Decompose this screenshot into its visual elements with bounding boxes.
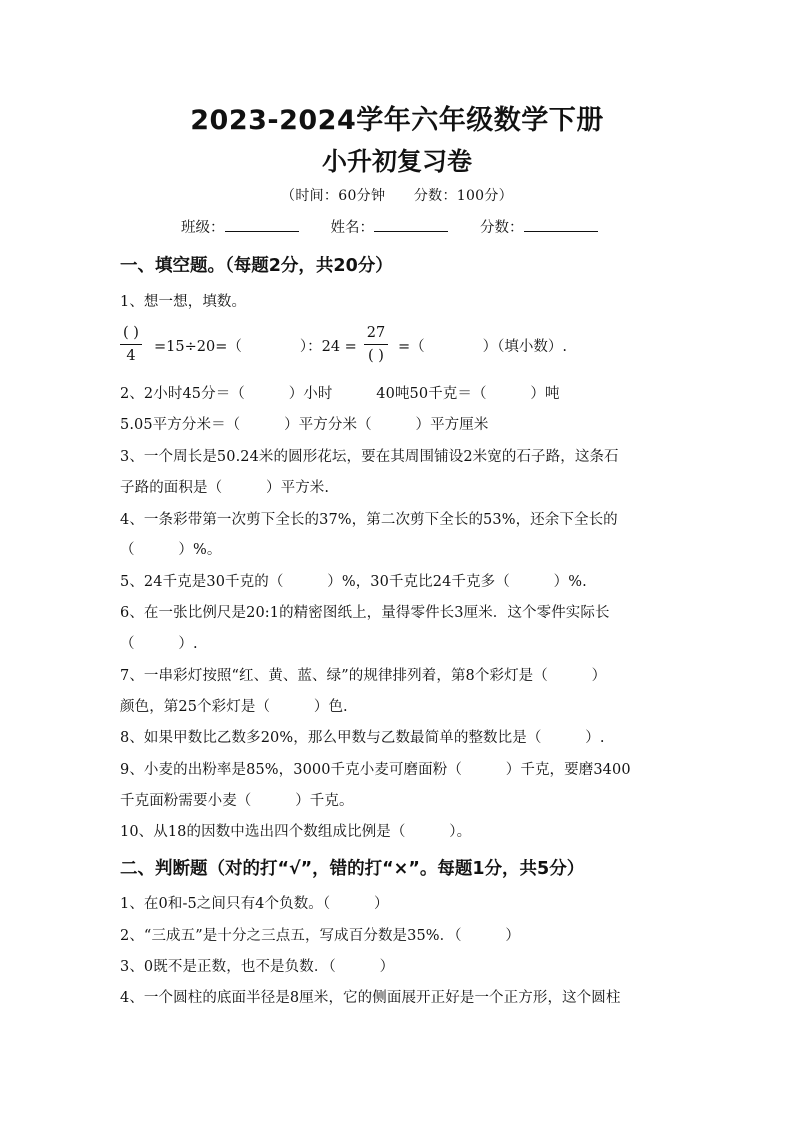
fraction-2 [364, 324, 388, 365]
question-1-10: 10、从18的因数中选出四个数组成比例是（ ）。 [120, 824, 472, 840]
section1-heading: 一、填空题。（每题2分，共20分） [120, 256, 393, 276]
score-label: 分数： [480, 220, 524, 236]
question-1-7b: 颜色，第25个彩灯是（ ）色. [120, 699, 348, 715]
question-1-4b: （ ）%。 [120, 542, 222, 558]
question-1-6a: 6、在一张比例尺是20:1的精密图纸上，量得零件长3厘米．这个零件实际长 [120, 605, 610, 621]
equation-segment-2: =（ ）（填小数）. [398, 339, 568, 355]
fraction-1 [120, 324, 142, 365]
question-1-8: 8、如果甲数比乙数多20%，那么甲数与乙数最简单的整数比是（ ）. [120, 730, 605, 746]
question-2-1: 1、在0和-5之间只有4个负数。（ ） [120, 896, 389, 912]
student-info-line [181, 216, 630, 237]
score-blank[interactable] [524, 217, 598, 232]
question-1-9b: 千克面粉需要小麦（ ）千克。 [120, 793, 354, 809]
fraction-1-bar [120, 344, 142, 345]
section2-heading: 二、判断题（对的打“√”，错的打“×”。每题1分，共5分） [120, 859, 585, 879]
name-blank[interactable] [374, 217, 448, 232]
equation-segment-1: =15÷20=（ ）：24 = [154, 339, 357, 355]
question-1-3a: 3、一个周长是50.24米的圆形花坛，要在其周围铺设2米宽的石子路，这条石 [120, 449, 619, 465]
question-1-1: 1、想一想，填数。 [120, 294, 247, 310]
exam-meta: （时间：60分钟 分数：100分） [281, 188, 513, 204]
question-2-4: 4、一个圆柱的底面半径是8厘米，它的侧面展开正好是一个正方形，这个圆柱 [120, 990, 621, 1006]
question-1-3b: 子路的面积是（ ）平方米. [120, 480, 330, 496]
question-1-9a: 9、小麦的出粉率是85%，3000千克小麦可磨面粉（ ）千克，要磨3400 [120, 762, 631, 778]
class-blank[interactable] [225, 217, 299, 232]
exam-subtitle: 小升初复习卷 [321, 147, 472, 176]
fraction-2-bar [364, 344, 388, 345]
fraction-2-denominator: ( ) [368, 348, 384, 364]
question-1-2a: 2、2小时45分＝（ ）小时 40吨50千克＝（ ）吨 [120, 386, 560, 402]
question-1-7a: 7、一串彩灯按照“红、黄、蓝、绿”的规律排列着，第8个彩灯是（ ） [120, 668, 607, 684]
fraction-1-numerator: ( ) [123, 325, 139, 341]
question-2-3: 3、0既不是正数，也不是负数．（ ） [120, 959, 395, 975]
name-label: 姓名： [330, 220, 374, 236]
question-1-6b: （ ）. [120, 636, 198, 652]
exam-title: 2023-2024学年六年级数学下册 [190, 105, 604, 136]
fraction-2-numerator: 27 [366, 325, 386, 341]
class-label: 班级： [181, 220, 225, 236]
fraction-1-denominator: 4 [126, 348, 136, 364]
question-2-2: 2、“三成五”是十分之三点五，写成百分数是35%．（ ） [120, 928, 521, 944]
question-1-2b: 5.05平方分米＝（ ）平方分米（ ）平方厘米 [120, 417, 489, 433]
question-1-4a: 4、一条彩带第一次剪下全长的37%，第二次剪下全长的53%，还余下全长的 [120, 512, 618, 528]
question-1-5: 5、24千克是30千克的（ ）%，30千克比24千克多（ ）%. [120, 574, 587, 590]
